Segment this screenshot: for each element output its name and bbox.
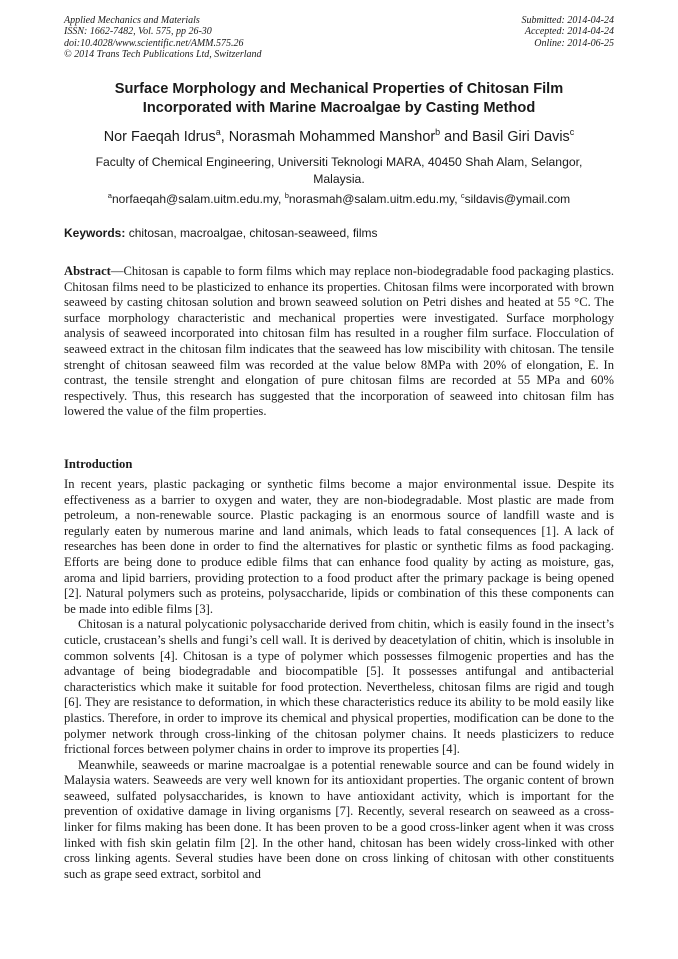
paper-title xyxy=(40,80,638,118)
doi: doi:10.4028/www.scientific.net/AMM.575.26 xyxy=(64,37,244,49)
abstract xyxy=(64,264,614,420)
online-date: Online: 2014-06-25 xyxy=(534,37,614,49)
author-superscript: b xyxy=(435,127,441,137)
keywords-text: chitosan, macroalgae, chitosan-seaweed, films xyxy=(125,226,378,240)
author-superscript: c xyxy=(569,127,575,137)
introduction-body xyxy=(64,477,614,882)
journal-info xyxy=(64,15,262,61)
author-separator: , xyxy=(220,129,229,145)
author-superscript: a xyxy=(215,127,221,137)
submitted-date: Submitted: 2014-04-24 xyxy=(521,15,614,26)
author-name: Basil Giri Davis xyxy=(472,129,570,145)
publication-dates xyxy=(522,15,615,49)
paragraph: In recent years, plastic packaging or synthetic films become a major environmental issue. Despite its effectiveness as a barrier to oxygen and water, they are non-biodegradable. Most plastic are made from petroleum, a non-renewable source. Plastic packaging is an enormous source of landfill waste and is regularly eaten by numerous marine and land animals, which leads to fatal consequences [1]. A lack of researches has been done in order to find the alternatives for plastic or synthetic films as food packaging. Efforts are being done to produce edible films that can enhance food quality by acting as moisture, gas, aroma and lipid barriers, providing protection to a food product after the primary package is being opened [2]. Natural polymers such as proteins, polysaccharide, lipids or combination of this these components can be made into edible films [3]. xyxy=(64,477,614,616)
author-list xyxy=(30,127,648,147)
email-superscript: c xyxy=(460,191,465,200)
email-address: norasmah@salam.uitm.edu.my, xyxy=(288,192,461,206)
author-emails xyxy=(40,191,638,207)
title-line-2: Incorporated with Marine Macroalgae by Casting Method xyxy=(142,100,536,116)
email-address: norfaeqah@salam.uitm.edu.my, xyxy=(111,192,285,206)
keywords-label: Keywords: xyxy=(64,226,126,240)
accepted-date: Accepted: 2014-04-24 xyxy=(524,26,614,38)
paragraph: Meanwhile, seaweeds or marine macroalgae is a potential renewable source and can be found widely in Malaysia waters. Seaweeds are very well known for its antioxidant properties. The organic content of brown seaweed, sulfated polysaccharides, is known to have antioxidant activity, which is important for the prevention of oxidative damage in living organisms [7]. Recently, several research on seaweed as a cross-linker for films making has been done. It has been proven to be a good cross-linker agent when it was cross linked with fish skin gelatin film [2]. In the other hand, chitosan has been widely cross-linked with other cross linking agents. Several studies have been done on cross linking of chitosan with other constituents such as grape seed extract, sorbitol and xyxy=(64,757,614,881)
title-line-1: Surface Morphology and Mechanical Properties of Chitosan Film xyxy=(114,81,564,97)
author-separator: and xyxy=(440,129,473,145)
introduction-heading: Introduction xyxy=(64,457,133,471)
abstract-text: —Chitosan is capable to form films which may replace non-biodegradable food packaging plastics. Chitosan films need to be plasticized to enhance its properties. Chitosan films were incorporated with brown seaweed by casting chitosan solution and brown seaweed solution on Petri dishes and heated at 55 °C. The surface morphology characteristic and mechanical properties were investigated. Surface morphology analysis of seaweed incorporated into chitosan film has resulted in a rougher film surface. Flocculation of seaweed extract in the chitosan film indicates that the seaweed has low miscibility with chitosan. The tensile strenght of chitosan seaweed film was recorded at the value below 8MPa with 20% of elongation, E. In contrast, the tensile strenght and elongation of pure chitosan films are recorded at 55 MPa and 60% respectively. Thus, this research has suggested that the incorporation of seaweed into chitosan film has lowered the value of the film properties. xyxy=(64,264,614,419)
copyright: © 2014 Trans Tech Publications Ltd, Switzerland xyxy=(64,49,262,61)
author-name: Nor Faeqah Idrus xyxy=(103,129,216,145)
paragraph: Chitosan is a natural polycationic polysaccharide derived from chitin, which is easily found in the insect’s cuticle, crustacean’s shells and fungi’s cell wall. It is derived by deacetylation of chitin, which is insoluble in common solvents [4]. Chitosan is a type of polymer which possesses filmogenic properties and has the advantage of being biodegradable and biocompatible [5]. It possesses antifungal and antibacterial characteristics which make it suitable for food protection. Nevertheless, chitosan films are rigid and tough [6]. They are resistance to deformation, in which these characteristics reduce its ability to be mold easily like plastics. Therefore, in order to improve its chemical and physical properties, modification can be done to the polymer network through cross-linking of the chitosan polymer chains. It needs plasticizers to reduce frictional forces between polymer chains in order to improve its properties [4]. xyxy=(64,617,614,757)
email-address: sildavis@ymail.com xyxy=(464,192,571,206)
journal-name: Applied Mechanics and Materials xyxy=(64,15,200,26)
keywords xyxy=(64,225,377,241)
author-name: Norasmah Mohammed Manshor xyxy=(228,129,436,145)
issn: ISSN: 1662-7482, Vol. 575, pp 26-30 xyxy=(64,26,212,38)
abstract-label: Abstract xyxy=(64,264,111,278)
email-superscript: a xyxy=(107,191,112,200)
affiliation: Faculty of Chemical Engineering, Universiti Teknologi MARA, 40450 Shah Alam, Selangor, Malaysia. xyxy=(95,155,583,186)
email-superscript: b xyxy=(284,191,289,200)
